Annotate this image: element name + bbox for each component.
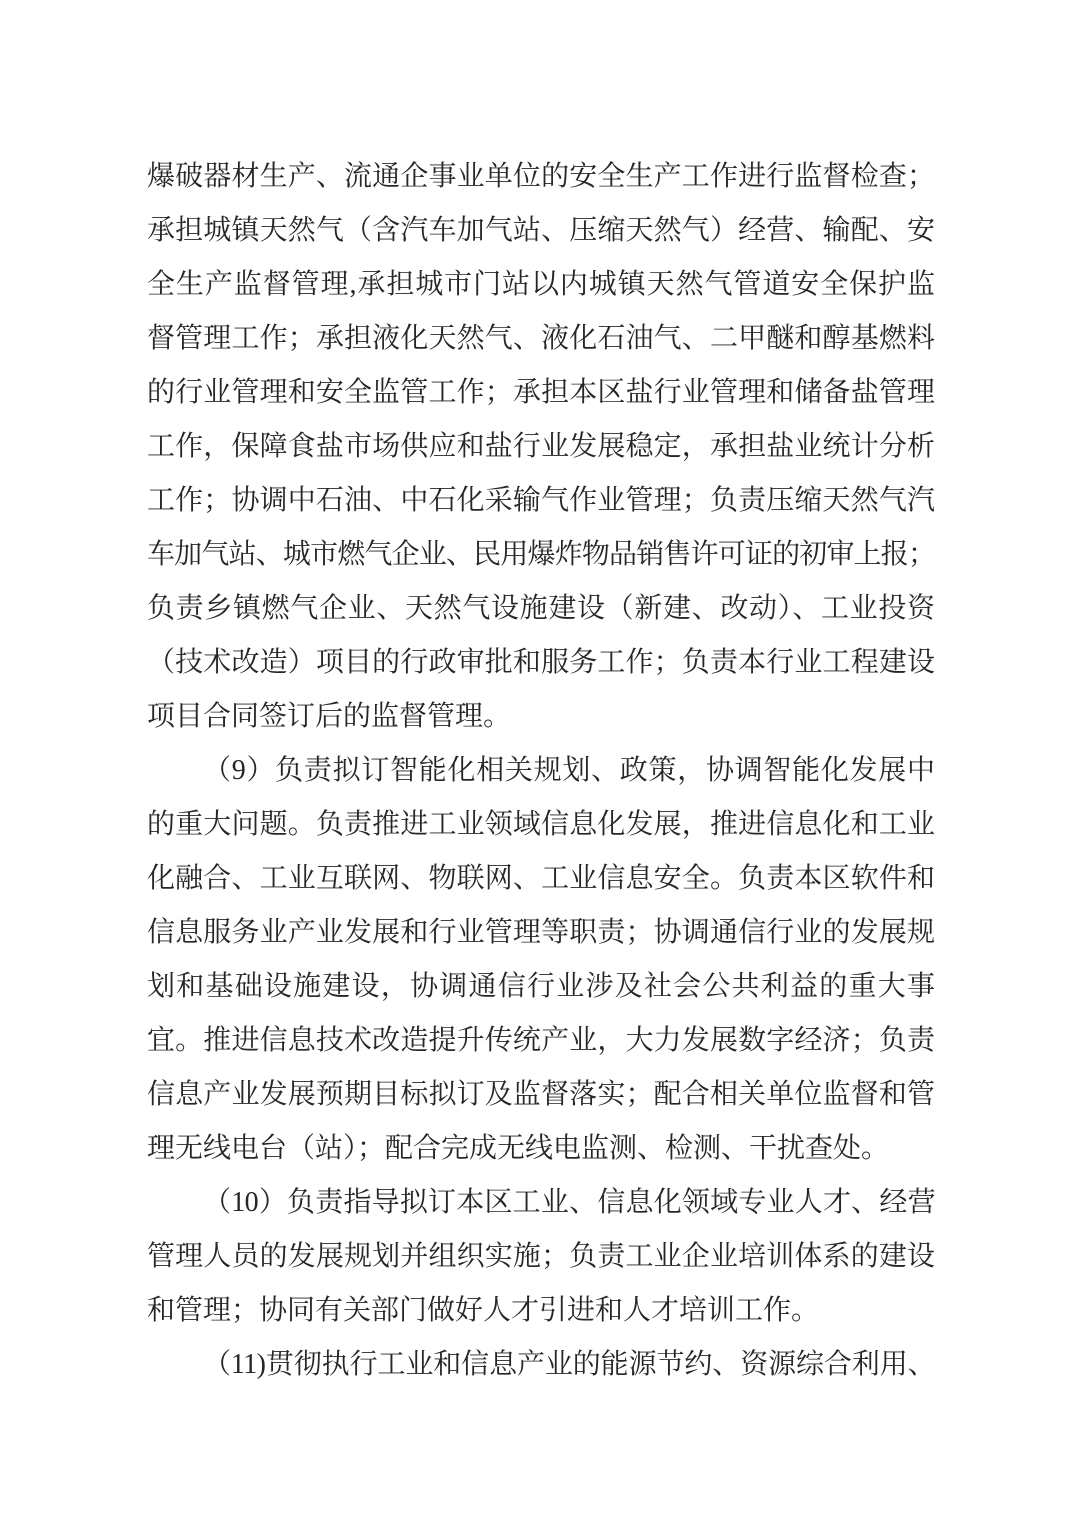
text-line: （10）负责指导拟订本区工业、信息化领域专业人才、经营 <box>203 1187 935 1218</box>
text-line: 承担城镇天然气（含汽车加气站、压缩天然气）经营、输配、安 <box>147 215 935 246</box>
text-line: 负责乡镇燃气企业、天然气设施建设（新建、改动）、工业投资 <box>147 593 935 624</box>
text-line: 管理人员的发展规划并组织实施；负责工业企业培训体系的建设 <box>147 1241 935 1272</box>
text-line: 车加气站、城市燃气企业、民用爆炸物品销售许可证的初审上报； <box>147 539 935 570</box>
text-line: （9）负责拟订智能化相关规划、政策，协调智能化发展中 <box>203 755 935 786</box>
text-line: 工作，保障食盐市场供应和盐行业发展稳定，承担盐业统计分析 <box>147 431 935 462</box>
text-line: 爆破器材生产、流通企事业单位的安全生产工作进行监督检查； <box>147 161 935 192</box>
text-line: 工作；协调中石油、中石化采输气作业管理；负责压缩天然气汽 <box>147 485 935 516</box>
text-line: 的行业管理和安全监管工作；承担本区盐行业管理和储备盐管理 <box>147 377 935 408</box>
text-line: 理无线电台（站）；配合完成无线电监测、检测、干扰查处。 <box>147 1133 890 1164</box>
text-line: （11)贯彻执行工业和信息产业的能源节约、资源综合利用、 <box>203 1349 935 1380</box>
text-line: 划和基础设施建设，协调通信行业涉及社会公共利益的重大事 <box>147 971 935 1002</box>
text-line: 督管理工作；承担液化天然气、液化石油气、二甲醚和醇基燃料 <box>147 323 935 354</box>
text-line: 信息产业发展预期目标拟订及监督落实；配合相关单位监督和管 <box>147 1079 935 1110</box>
text-line: 宜。推进信息技术改造提升传统产业，大力发展数字经济；负责 <box>147 1025 935 1056</box>
text-line: 化融合、工业互联网、物联网、工业信息安全。负责本区软件和 <box>147 863 935 894</box>
text-line: 项目合同签订后的监督管理。 <box>147 701 512 732</box>
text-line: 信息服务业产业发展和行业管理等职责；协调通信行业的发展规 <box>147 917 935 948</box>
text-line: 全生产监督管理,承担城市门站以内城镇天然气管道安全保护监 <box>147 269 935 300</box>
text-line: （技术改造）项目的行政审批和服务工作；负责本行业工程建设 <box>147 647 935 678</box>
text-line: 的重大问题。负责推进工业领域信息化发展，推进信息化和工业 <box>147 809 935 840</box>
text-line: 和管理；协同有关部门做好人才引进和人才培训工作。 <box>147 1295 820 1326</box>
document-body <box>147 150 935 1392</box>
